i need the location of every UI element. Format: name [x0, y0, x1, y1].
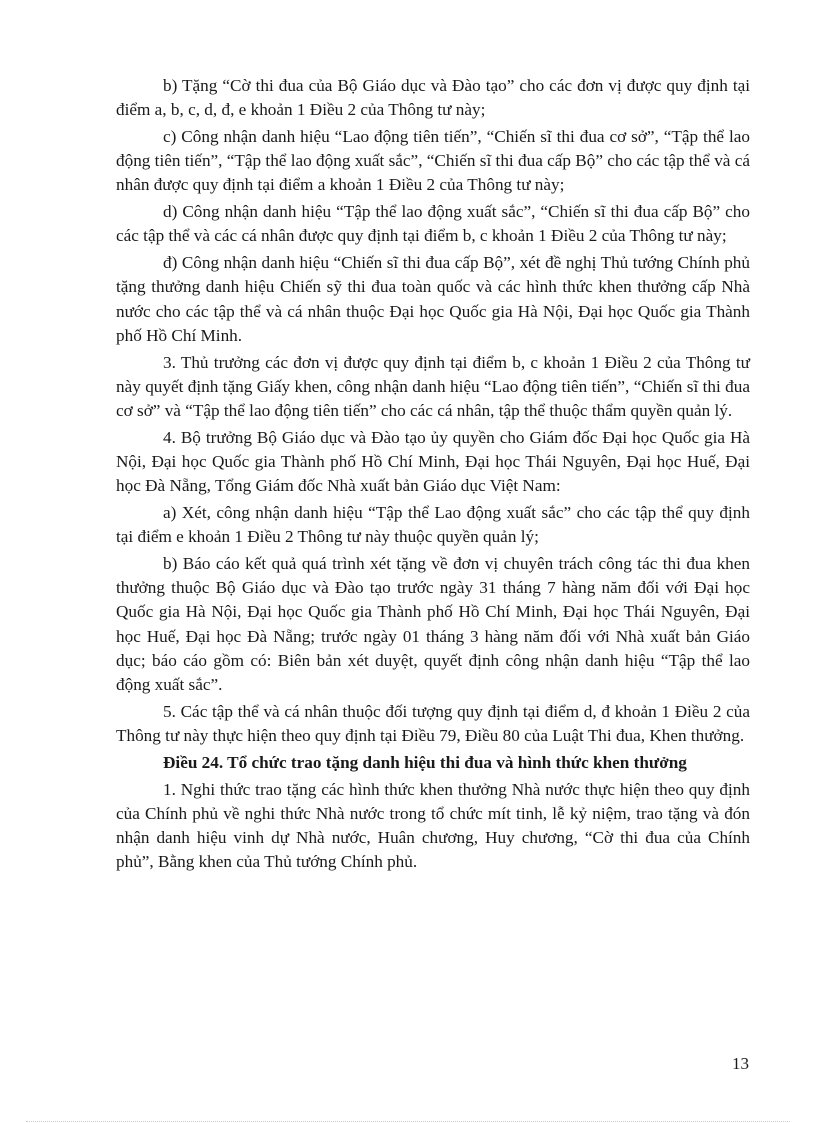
paragraph-4: 4. Bộ trưởng Bộ Giáo dục và Đào tạo ủy quyền cho Giám đốc Đại học Quốc gia Hà Nội, Đại học Quốc gia Thành phố Hồ Chí Minh, Đại học Thái Nguyên, Đại học Huế, Đại học Đà Nẵng, Tổng Giám đốc Nhà xuất bản Giáo dục Việt Nam:	[116, 427, 750, 496]
footer-dotted-rule	[26, 1121, 790, 1122]
article-24-paragraph-1: 1. Nghi thức trao tặng các hình thức khen thưởng Nhà nước thực hiện theo quy định của Chính phủ về nghi thức Nhà nước trong tổ chức mít tinh, lễ kỷ niệm, trao tặng và đón nhận danh hiệu vinh dự Nhà nước, Huân chương, Huy chương, “Cờ thi đua của Chính phủ”, Bằng khen của Thủ tướng Chính phủ.	[116, 779, 750, 872]
paragraph-2d: d) Công nhận danh hiệu “Tập thể lao động xuất sắc”, “Chiến sĩ thi đua cấp Bộ” cho các tập thể và các cá nhân được quy định tại điểm b, c khoản 1 Điều 2 của Thông tư này;	[116, 202, 750, 246]
paragraph-4a: a) Xét, công nhận danh hiệu “Tập thể Lao động xuất sắc” cho các tập thể quy định tại điểm e khoản 1 Điều 2 Thông tư này thuộc quyền quản lý;	[116, 503, 750, 547]
paragraph-5: 5. Các tập thể và cá nhân thuộc đối tượng quy định tại điểm d, đ khoản 1 Điều 2 của Thông tư này thực hiện theo quy định tại Điều 79, Điều 80 của Luật Thi đua, Khen thưởng.	[116, 701, 750, 746]
paragraph-2b: b) Tặng “Cờ thi đua của Bộ Giáo dục và Đào tạo” cho các đơn vị được quy định tại điểm a, b, c, d, đ, e khoản 1 Điều 2 của Thông tư này;	[116, 76, 750, 120]
paragraph-2c: c) Công nhận danh hiệu “Lao động tiên tiến”, “Chiến sĩ thi đua cơ sở”, “Tập thể lao động tiên tiến”, “Tập thể lao động xuất sắc”, “Chiến sĩ thi đua cấp Bộ” cho các tập thể và cá nhân được quy định tại điểm a khoản 1 Điều 2 của Thông tư này;	[116, 127, 750, 195]
paragraph-3: 3. Thủ trưởng các đơn vị được quy định tại điểm b, c khoản 1 Điều 2 của Thông tư này quyết định tặng Giấy khen, công nhận danh hiệu “Lao động tiên tiến”, “Chiến sĩ thi đua cơ sở” và “Tập thể lao động tiên tiến” cho các cá nhân, tập thể thuộc thẩm quyền quản lý.	[116, 352, 750, 421]
article-24-title: Điều 24. Tổ chức trao tặng danh hiệu thi đua và hình thức khen thưởng	[163, 752, 687, 772]
page-number: 13	[732, 1054, 749, 1073]
document-body	[116, 74, 750, 877]
paragraph-4b: b) Báo cáo kết quả quá trình xét tặng về đơn vị chuyên trách công tác thi đua khen thưởng thuộc Bộ Giáo dục và Đào tạo trước ngày 31 tháng 7 hàng năm đối với Đại học Quốc gia Hà Nội, Đại học Quốc gia Thành phố Hồ Chí Minh, Đại học Thái Nguyên, Đại học Huế, Đại học Đà Nẵng; trước ngày 01 tháng 3 hàng năm đối với Nhà xuất bản Giáo dục; báo cáo gồm có: Biên bản xét duyệt, quyết định công nhận danh hiệu “Tập thể lao động xuất sắc”.	[116, 554, 750, 695]
paragraph-2dd: đ) Công nhận danh hiệu “Chiến sĩ thi đua cấp Bộ”, xét đề nghị Thủ tướng Chính phủ tặng thưởng danh hiệu Chiến sỹ thi đua toàn quốc và các hình thức khen thưởng cấp Nhà nước cho các tập thể và cá nhân thuộc Đại học Quốc gia Hà Nội, Đại học Quốc gia Thành phố Hồ Chí Minh.	[116, 253, 750, 345]
